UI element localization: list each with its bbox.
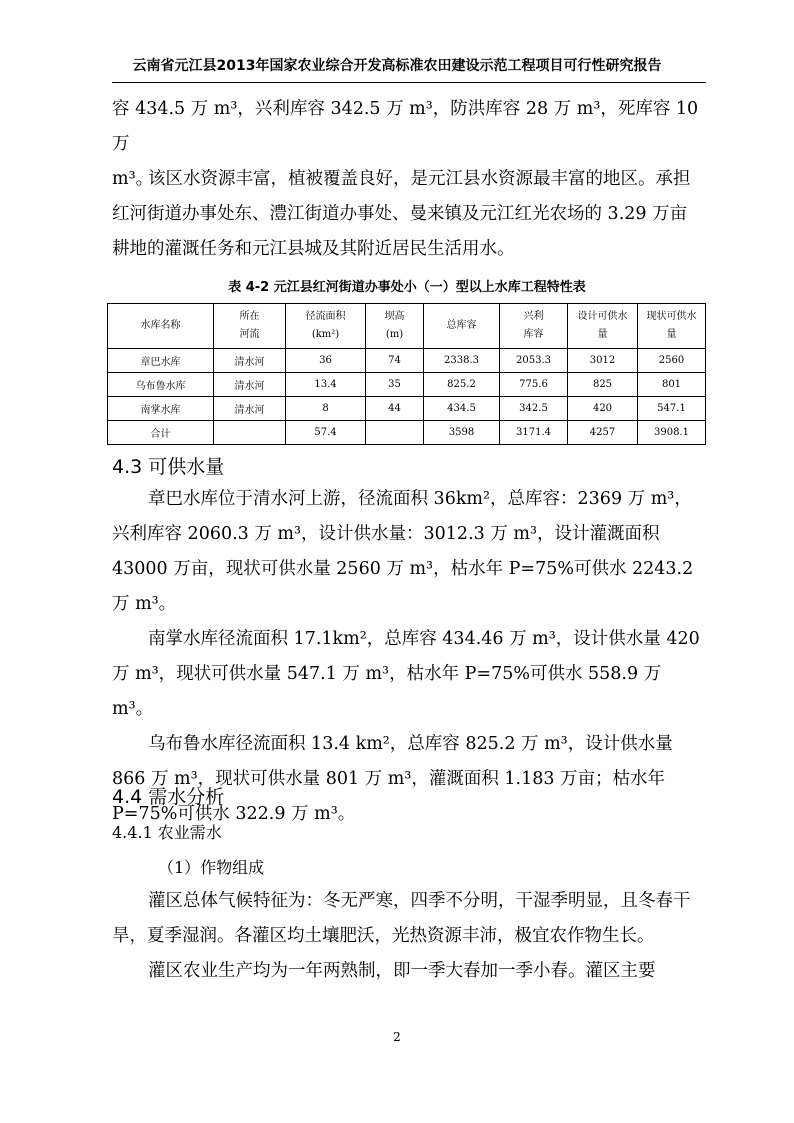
section-heading-4-4: 4.4 需水分析 — [112, 786, 225, 808]
table-cell: 清水河 — [214, 373, 286, 397]
table-cell: 合计 — [108, 421, 214, 445]
table-header-cell — [366, 304, 424, 349]
table-header-cell — [638, 304, 706, 349]
table-caption: 表 4-2 元江县红河街道办事处小（一）型以上水库工程特性表 — [228, 280, 586, 295]
table-cell — [214, 421, 286, 445]
farming-paragraph: 灌区农业生产均为一年两熟制，即一季大春加一季小春。灌区主要 — [148, 961, 656, 981]
table-cell: 13.4 — [286, 373, 366, 397]
table-cell: 2338.3 — [424, 349, 500, 373]
table-cell — [366, 421, 424, 445]
page-header: 云南省元江县2013年国家农业综合开发高标准农田建设示范工程项目可行性研究报告 — [132, 58, 662, 74]
table-row — [108, 397, 706, 421]
header-line: 水库名称 — [140, 320, 181, 331]
water-resource-text: 该区水资源丰富，植被覆盖良好，是元江县水资源最丰富的地区。承担红河街道办事处东、澧江街道办事处、曼来镇及元江红光农场的 3.29 万亩耕地的灌溉任务和元江县城及其附近居民生活用水。 — [112, 169, 691, 259]
table-header-cell — [214, 304, 286, 349]
list-item-crop-composition: （1）作物组成 — [158, 858, 265, 877]
table-cell: 清水河 — [214, 397, 286, 421]
table-cell: 825.2 — [424, 373, 500, 397]
table-cell: 3908.1 — [638, 421, 706, 445]
table-cell: 74 — [366, 349, 424, 373]
table-cell: 3171.4 — [500, 421, 568, 445]
intro-line-2: m³。 — [112, 169, 154, 189]
table-row — [108, 373, 706, 397]
table-header-cell — [568, 304, 638, 349]
table-cell: 547.1 — [638, 397, 706, 421]
wubulu-paragraph: 乌布鲁水库径流面积 13.4 km²，总库容 825.2 万 m³，设计供水量 866 万 m³，现状可供水量 801 万 m³，灌溉面积 1.183 万亩；枯水年 P=75%可供水 322.9 万 m³。 — [112, 734, 673, 824]
section-4-3-body — [112, 482, 702, 832]
table-header-cell — [500, 304, 568, 349]
header-line: (m) — [385, 329, 404, 340]
table-cell: 3598 — [424, 421, 500, 445]
reservoir-table — [107, 303, 706, 445]
header-line: 设计可供水 — [577, 311, 628, 322]
table-cell: 章巴水库 — [108, 349, 214, 373]
header-line: 径流面积 — [305, 311, 346, 322]
table-cell: 36 — [286, 349, 366, 373]
page-number: 2 — [393, 1030, 401, 1044]
header-line: 库容 — [523, 329, 544, 340]
table-header-cell — [108, 304, 214, 349]
table-header-cell — [286, 304, 366, 349]
table-cell: 乌布鲁水库 — [108, 373, 214, 397]
table-row — [108, 421, 706, 445]
section-heading-4-3: 4.3 可供水量 — [112, 456, 225, 478]
table-cell: 南掌水库 — [108, 397, 214, 421]
water-resource-paragraph — [112, 162, 702, 267]
header-line: 河流 — [239, 329, 260, 340]
climate-paragraph: 灌区总体气候特征为：冬无严寒，四季不分明，干湿季明显，且冬春干旱，夏季湿润。各灌区均土壤肥沃，光热资源丰沛，极宜农作物生长。 — [112, 891, 691, 946]
header-line: 现状可供水 — [646, 311, 697, 322]
nanzhang-paragraph: 南掌水库径流面积 17.1km²，总库容 434.46 万 m³，设计供水量 420 万 m³，现状可供水量 547.1 万 m³，枯水年 P=75%可供水 558.9 万 m³。 — [112, 629, 700, 719]
header-line: 总库容 — [446, 320, 477, 331]
table-cell: 57.4 — [286, 421, 366, 445]
table-cell: 801 — [638, 373, 706, 397]
header-line: 量 — [666, 329, 677, 340]
table-cell: 清水河 — [214, 349, 286, 373]
header-line: 所在 — [239, 311, 260, 322]
table-cell: 342.5 — [500, 397, 568, 421]
table-cell: 44 — [366, 397, 424, 421]
section-4-4-body — [112, 884, 702, 989]
table-cell: 8 — [286, 397, 366, 421]
table-row — [108, 349, 706, 373]
table-header-cell — [424, 304, 500, 349]
table-cell: 775.6 — [500, 373, 568, 397]
subsection-heading-4-4-1: 4.4.1 农业需水 — [112, 823, 222, 842]
table-header-row — [108, 304, 706, 349]
header-rule — [112, 82, 706, 83]
header-line: 兴利 — [523, 311, 544, 322]
zhangba-paragraph: 章巴水库位于清水河上游，径流面积 36km²，总库容：2369 万 m³，兴利库容 2060.3 万 m³，设计供水量：3012.3 万 m³，设计灌溉面积 43000 万亩，现状可供水量 2560 万 m³，枯水年 P=75%可供水 2243.2 万 m³。 — [112, 489, 694, 614]
header-line: (km²) — [311, 329, 340, 340]
intro-line-1: 容 434.5 万 m³，兴利库容 342.5 万 m³，防洪库容 28 万 m³，死库容 10 万 — [112, 99, 699, 154]
header-line: 坝高 — [384, 311, 405, 322]
table-cell: 420 — [568, 397, 638, 421]
table-cell: 2053.3 — [500, 349, 568, 373]
table-cell: 3012 — [568, 349, 638, 373]
table-cell: 2560 — [638, 349, 706, 373]
table-cell: 35 — [366, 373, 424, 397]
table-cell: 825 — [568, 373, 638, 397]
header-line: 量 — [597, 329, 608, 340]
table-cell: 434.5 — [424, 397, 500, 421]
table-cell: 4257 — [568, 421, 638, 445]
